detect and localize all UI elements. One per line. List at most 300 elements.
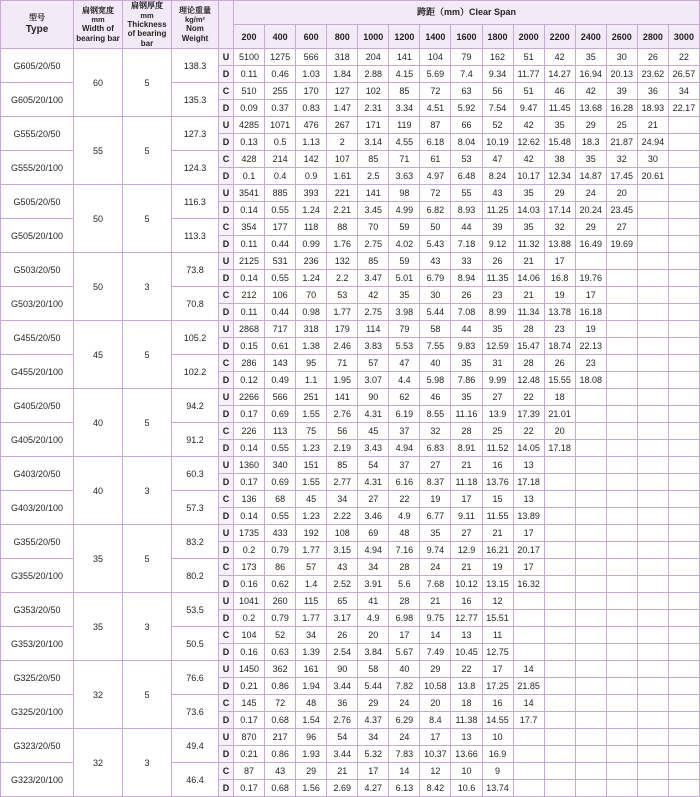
cell-value: 286 [234, 355, 265, 372]
cell-ud-marker: U [219, 593, 234, 610]
cell-value: 5.6 [389, 576, 420, 593]
cell-value: 7.08 [451, 304, 482, 321]
cell-ud-marker: D [219, 780, 234, 797]
cell-ud-marker: D [219, 474, 234, 491]
cell-value [575, 406, 606, 423]
cell-value: 12.34 [544, 168, 575, 185]
cell-value: 267 [327, 117, 358, 134]
cell-ud-marker: C [219, 287, 234, 304]
cell-value: 236 [296, 253, 327, 270]
cell-value: 340 [265, 457, 296, 474]
cell-value: 6.48 [451, 168, 482, 185]
cell-value: 6.82 [420, 202, 451, 219]
cell-ud-marker: C [219, 83, 234, 100]
cell-value: 0.14 [234, 508, 265, 525]
cell-value: 22 [513, 423, 544, 440]
cell-value: 62 [389, 389, 420, 406]
cell-value [544, 627, 575, 644]
cell-value: 48 [296, 695, 327, 712]
cell-value: 1275 [265, 49, 296, 66]
header-width-en: Width of bearing bar [76, 24, 120, 43]
cell-value: 1.95 [327, 372, 358, 389]
cell-value [575, 576, 606, 593]
cell-value: 16.32 [513, 576, 544, 593]
cell-value [513, 746, 544, 763]
cell-value: 5.44 [420, 304, 451, 321]
cell-value: 1.94 [296, 678, 327, 695]
cell-value [544, 508, 575, 525]
cell-value [668, 406, 699, 423]
cell-value: 11.52 [482, 440, 513, 457]
cell-value: 8.4 [420, 712, 451, 729]
cell-thickness: 5 [123, 185, 172, 253]
cell-value: 24 [575, 185, 606, 202]
cell-value: 0.98 [296, 304, 327, 321]
table-header [1, 1, 700, 49]
cell-value: 51 [513, 83, 544, 100]
cell-value: 10.12 [451, 576, 482, 593]
cell-value: 0.16 [234, 576, 265, 593]
cell-value: 255 [265, 83, 296, 100]
cell-ud-marker: D [219, 134, 234, 151]
cell-value [668, 593, 699, 610]
cell-value: 20.61 [637, 168, 668, 185]
cell-value [637, 678, 668, 695]
cell-value: 192 [296, 525, 327, 542]
cell-value: 1450 [234, 661, 265, 678]
cell-value: 4.9 [358, 610, 389, 627]
cell-width: 60 [74, 49, 123, 117]
cell-value: 23.62 [637, 66, 668, 83]
cell-value [544, 559, 575, 576]
cell-value: 2.76 [327, 712, 358, 729]
cell-value: 39 [606, 83, 637, 100]
cell-value: 4.27 [358, 780, 389, 797]
cell-value: 27 [606, 219, 637, 236]
cell-value: 17.39 [513, 406, 544, 423]
cell-value: 2.75 [358, 304, 389, 321]
cell-value: 32 [544, 219, 575, 236]
cell-type: G355/20/50 [1, 525, 74, 559]
cell-value: 87 [234, 763, 265, 780]
cell-value: 16.94 [575, 66, 606, 83]
cell-type: G505/20/100 [1, 219, 74, 253]
cell-value: 204 [358, 49, 389, 66]
cell-value: 226 [234, 423, 265, 440]
cell-value: 16.49 [575, 236, 606, 253]
cell-type: G323/20/50 [1, 729, 74, 763]
cell-value: 57 [296, 559, 327, 576]
cell-value [668, 219, 699, 236]
cell-value: 27 [358, 491, 389, 508]
cell-value: 39 [482, 219, 513, 236]
cell-value: 4.97 [420, 168, 451, 185]
cell-value: 0.17 [234, 780, 265, 797]
cell-value: 7.83 [389, 746, 420, 763]
cell-value: 0.49 [265, 372, 296, 389]
cell-value: 0.55 [265, 508, 296, 525]
cell-value: 3.91 [358, 576, 389, 593]
cell-value: 69 [358, 525, 389, 542]
cell-value: 20.13 [606, 66, 637, 83]
cell-value: 66 [451, 117, 482, 134]
cell-value: 27 [482, 389, 513, 406]
cell-value [544, 678, 575, 695]
cell-value: 42 [513, 151, 544, 168]
cell-value [544, 525, 575, 542]
cell-type: G455/20/100 [1, 355, 74, 389]
cell-value [544, 763, 575, 780]
cell-value: 35 [575, 49, 606, 66]
cell-value: 6.83 [420, 440, 451, 457]
cell-value: 13.15 [482, 576, 513, 593]
cell-value [575, 440, 606, 457]
cell-value: 34 [327, 491, 358, 508]
cell-value: 16.18 [575, 304, 606, 321]
cell-value: 0.79 [265, 542, 296, 559]
cell-value [668, 491, 699, 508]
cell-value [544, 712, 575, 729]
cell-value [606, 678, 637, 695]
cell-value: 1.24 [296, 270, 327, 287]
cell-value: 2.5 [358, 168, 389, 185]
cell-value: 7.86 [451, 372, 482, 389]
cell-value: 1.93 [296, 746, 327, 763]
cell-value: 17.25 [482, 678, 513, 695]
cell-value: 113 [265, 423, 296, 440]
cell-value [606, 355, 637, 372]
cell-value: 23 [575, 355, 606, 372]
cell-value: 11 [482, 627, 513, 644]
cell-value: 32 [606, 151, 637, 168]
header-span-200: 200 [234, 25, 265, 49]
cell-value [606, 695, 637, 712]
cell-value [637, 270, 668, 287]
cell-value: 5100 [234, 49, 265, 66]
cell-value: 0.79 [265, 610, 296, 627]
cell-value: 1.77 [296, 610, 327, 627]
cell-type: G323/20/100 [1, 763, 74, 797]
cell-value: 0.15 [234, 338, 265, 355]
header-span-2400: 2400 [575, 25, 606, 49]
header-weight-unit: kg/m² [184, 15, 205, 25]
cell-value: 214 [265, 151, 296, 168]
cell-value: 32 [420, 423, 451, 440]
cell-value: 3.44 [327, 746, 358, 763]
cell-value: 531 [265, 253, 296, 270]
cell-value [637, 576, 668, 593]
cell-value: 29 [544, 185, 575, 202]
cell-value: 21 [327, 763, 358, 780]
cell-value: 70 [296, 287, 327, 304]
cell-value [606, 610, 637, 627]
cell-value: 0.17 [234, 474, 265, 491]
cell-value [513, 610, 544, 627]
cell-value [575, 661, 606, 678]
cell-value: 35 [513, 219, 544, 236]
cell-value: 0.62 [265, 576, 296, 593]
cell-value: 98 [389, 185, 420, 202]
cell-value [668, 542, 699, 559]
cell-value [606, 593, 637, 610]
cell-value: 10.45 [451, 644, 482, 661]
cell-value [575, 559, 606, 576]
cell-value [544, 457, 575, 474]
cell-value: 14.05 [513, 440, 544, 457]
cell-value: 37 [389, 423, 420, 440]
header-span-2000: 2000 [513, 25, 544, 49]
cell-weight: 73.8 [172, 253, 219, 287]
cell-value: 4.37 [358, 712, 389, 729]
cell-value: 19 [544, 287, 575, 304]
cell-value: 85 [358, 253, 389, 270]
cell-value: 36 [327, 695, 358, 712]
cell-value [637, 542, 668, 559]
cell-value: 13 [513, 457, 544, 474]
cell-value [544, 474, 575, 491]
cell-value: 5.53 [389, 338, 420, 355]
cell-value: 5.44 [358, 678, 389, 695]
cell-value: 119 [389, 117, 420, 134]
cell-weight: 53.5 [172, 593, 219, 627]
cell-value: 0.14 [234, 440, 265, 457]
cell-value: 8.93 [451, 202, 482, 219]
cell-value: 9.75 [420, 610, 451, 627]
cell-value: 8.42 [420, 780, 451, 797]
cell-value: 1.13 [296, 134, 327, 151]
cell-value [575, 610, 606, 627]
cell-value: 3.17 [327, 610, 358, 627]
cell-value: 65 [327, 593, 358, 610]
cell-type: G455/20/50 [1, 321, 74, 355]
cell-value: 1735 [234, 525, 265, 542]
cell-value: 1.24 [296, 202, 327, 219]
cell-value: 2.69 [327, 780, 358, 797]
cell-value [668, 746, 699, 763]
cell-weight: 60.3 [172, 457, 219, 491]
cell-value: 717 [265, 321, 296, 338]
cell-value: 12 [420, 763, 451, 780]
cell-value [606, 763, 637, 780]
cell-value [637, 746, 668, 763]
cell-value: 19.76 [575, 270, 606, 287]
cell-value [637, 304, 668, 321]
cell-value: 2.46 [327, 338, 358, 355]
cell-value: 21.85 [513, 678, 544, 695]
cell-value [544, 610, 575, 627]
cell-value: 35 [420, 525, 451, 542]
cell-value [606, 780, 637, 797]
cell-weight: 102.2 [172, 355, 219, 389]
table-row [1, 457, 700, 474]
cell-value: 20 [606, 185, 637, 202]
cell-value: 6.16 [389, 474, 420, 491]
cell-value: 72 [420, 83, 451, 100]
cell-value: 21 [513, 287, 544, 304]
cell-value: 24 [420, 559, 451, 576]
cell-value [606, 729, 637, 746]
cell-value: 5.69 [420, 66, 451, 83]
cell-value: 34 [668, 83, 699, 100]
cell-value [606, 287, 637, 304]
cell-value [606, 491, 637, 508]
cell-value: 362 [265, 661, 296, 678]
cell-value: 151 [296, 457, 327, 474]
cell-value: 1.56 [296, 780, 327, 797]
cell-value: 0.13 [234, 134, 265, 151]
cell-value: 29 [575, 117, 606, 134]
header-span-400: 400 [265, 25, 296, 49]
cell-value: 0.11 [234, 236, 265, 253]
cell-value: 11.55 [482, 508, 513, 525]
header-span-2200: 2200 [544, 25, 575, 49]
cell-value: 5.98 [420, 372, 451, 389]
cell-value: 21 [451, 457, 482, 474]
cell-value [668, 627, 699, 644]
cell-value [544, 542, 575, 559]
cell-value: 127 [327, 83, 358, 100]
cell-value: 3.14 [358, 134, 389, 151]
cell-value: 10.37 [420, 746, 451, 763]
cell-weight: 80.2 [172, 559, 219, 593]
cell-value: 15.47 [513, 338, 544, 355]
cell-value [668, 168, 699, 185]
cell-value: 19 [420, 491, 451, 508]
cell-value: 8.55 [420, 406, 451, 423]
cell-value: 0.2 [234, 542, 265, 559]
cell-value: 35 [575, 151, 606, 168]
cell-ud-marker: D [219, 746, 234, 763]
cell-value: 24.94 [637, 134, 668, 151]
cell-value: 16 [482, 695, 513, 712]
cell-value [544, 491, 575, 508]
cell-value: 0.86 [265, 678, 296, 695]
cell-value [637, 729, 668, 746]
cell-width: 50 [74, 185, 123, 253]
cell-value: 170 [296, 83, 327, 100]
cell-value: 12 [482, 593, 513, 610]
cell-value: 20 [358, 627, 389, 644]
cell-type: G355/20/100 [1, 559, 74, 593]
cell-value: 1.23 [296, 508, 327, 525]
cell-value [575, 508, 606, 525]
cell-value [606, 542, 637, 559]
cell-value [606, 712, 637, 729]
cell-value [637, 338, 668, 355]
cell-value: 13.68 [575, 100, 606, 117]
cell-value [575, 491, 606, 508]
cell-value: 4.99 [389, 202, 420, 219]
cell-value: 13.74 [482, 780, 513, 797]
cell-value: 24 [389, 729, 420, 746]
cell-type: G505/20/50 [1, 185, 74, 219]
cell-value: 58 [420, 321, 451, 338]
cell-value: 4.94 [358, 542, 389, 559]
cell-value: 142 [296, 151, 327, 168]
cell-value [637, 253, 668, 270]
cell-ud-marker: U [219, 321, 234, 338]
cell-value: 9.34 [482, 66, 513, 83]
cell-value [637, 202, 668, 219]
cell-value: 7.68 [420, 576, 451, 593]
cell-value: 75 [296, 423, 327, 440]
cell-value: 251 [296, 389, 327, 406]
cell-value: 6.79 [420, 270, 451, 287]
cell-value [668, 525, 699, 542]
cell-value: 16.9 [482, 746, 513, 763]
cell-value: 52 [482, 117, 513, 134]
cell-value: 90 [327, 661, 358, 678]
cell-width: 40 [74, 389, 123, 457]
cell-value [668, 202, 699, 219]
cell-weight: 57.3 [172, 491, 219, 525]
header-span-800: 800 [327, 25, 358, 49]
cell-value: 11.32 [513, 236, 544, 253]
cell-value: 2125 [234, 253, 265, 270]
cell-value [575, 253, 606, 270]
cell-value [668, 576, 699, 593]
cell-ud-marker: U [219, 457, 234, 474]
cell-value [575, 525, 606, 542]
cell-type: G403/20/100 [1, 491, 74, 525]
cell-value [668, 661, 699, 678]
cell-value: 58 [358, 661, 389, 678]
cell-value: 71 [389, 151, 420, 168]
table-row [1, 389, 700, 406]
cell-value: 42 [358, 287, 389, 304]
cell-value [575, 729, 606, 746]
header-thickness-unit: mm [140, 10, 154, 20]
cell-value: 433 [265, 525, 296, 542]
cell-value: 54 [358, 457, 389, 474]
cell-value: 217 [265, 729, 296, 746]
cell-value [668, 610, 699, 627]
cell-value: 870 [234, 729, 265, 746]
cell-value: 2.77 [327, 474, 358, 491]
cell-value: 95 [296, 355, 327, 372]
cell-value: 42 [575, 83, 606, 100]
cell-value: 2.76 [327, 406, 358, 423]
cell-value [606, 576, 637, 593]
cell-value: 4.4 [389, 372, 420, 389]
cell-value: 35 [389, 287, 420, 304]
cell-value [637, 610, 668, 627]
cell-value [668, 763, 699, 780]
cell-ud-marker: U [219, 117, 234, 134]
cell-value: 79 [389, 321, 420, 338]
cell-value [668, 712, 699, 729]
cell-value [668, 338, 699, 355]
cell-value: 34 [358, 559, 389, 576]
cell-weight: 127.3 [172, 117, 219, 151]
cell-value: 26 [451, 287, 482, 304]
cell-value: 14 [420, 627, 451, 644]
cell-value: 12.77 [451, 610, 482, 627]
cell-value: 221 [327, 185, 358, 202]
cell-value: 56 [482, 83, 513, 100]
cell-value: 3.47 [358, 270, 389, 287]
cell-value: 0.68 [265, 712, 296, 729]
cell-value: 34 [296, 627, 327, 644]
cell-value [637, 355, 668, 372]
cell-value [668, 389, 699, 406]
cell-value: 1.76 [327, 236, 358, 253]
cell-value [668, 457, 699, 474]
cell-value [544, 593, 575, 610]
cell-value: 17 [513, 559, 544, 576]
header-span-1800: 1800 [482, 25, 513, 49]
cell-value: 21 [451, 559, 482, 576]
